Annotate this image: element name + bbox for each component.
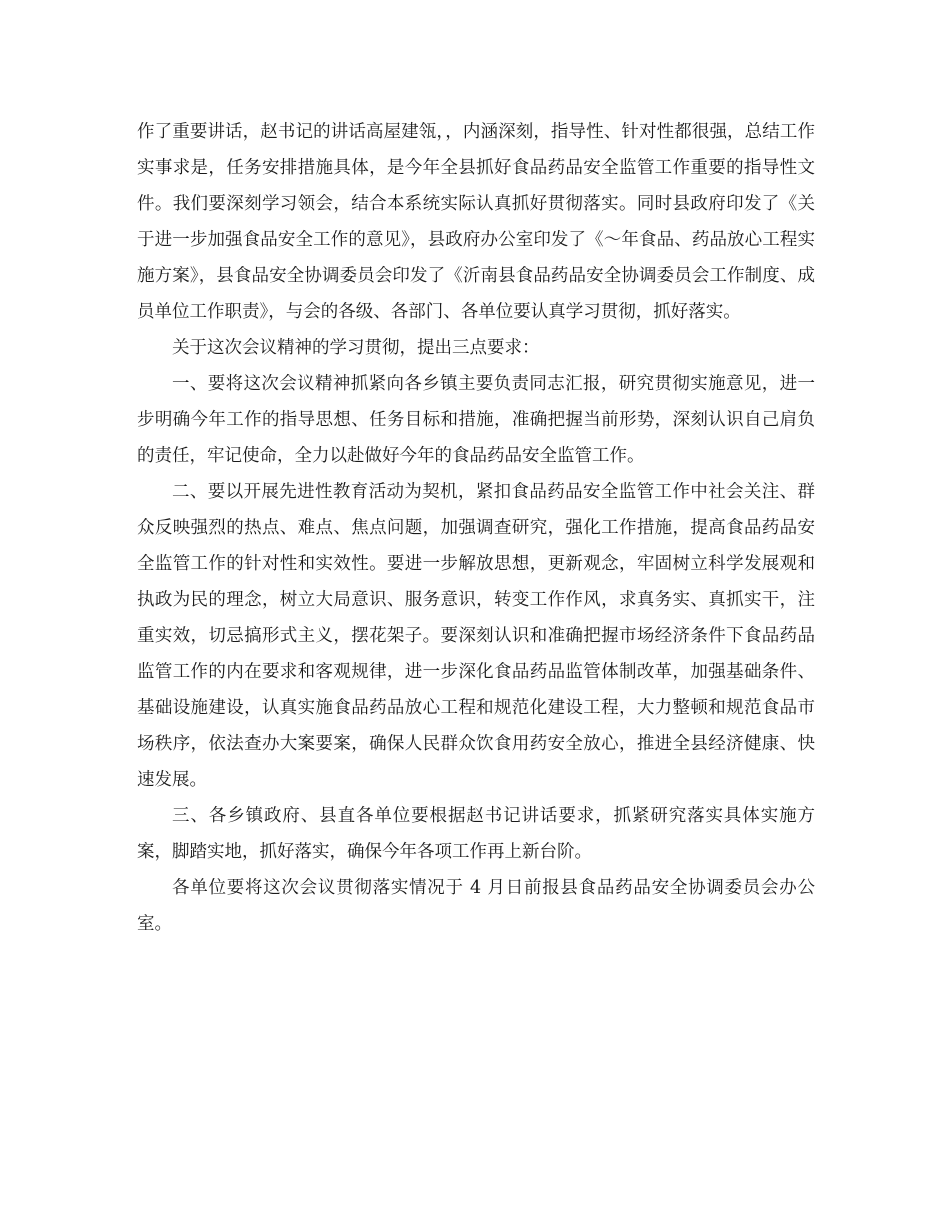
paragraph-continued: 作了重要讲话，赵书记的讲话高屋建瓴，，内涵深刻，指导性、针对性都很强，总结工作实事求是，任务安排措施具体，是今年全县抓好食品药品安全监管工作重要的指导性文件。我们要深刻学习领会，结合本系统实际认真抓好贯彻落实。同时县政府印发了《关于进一步加强食品安全工作的意见》，县政府办公室印发了《～年食品、药品放心工程实施方案》，县食品安全协调委员会印发了《沂南县食品药品安全协调委员会工作制度、成员单位工作职责》，与会的各级、各部门、各单位要认真学习贯彻，抓好落实。 [137, 122, 815, 322]
paragraph-requirements-intro: 关于这次会议精神的学习贯彻，提出三点要求： [172, 338, 540, 358]
paragraph-closing: 各单位要将这次会议贯彻落实情况于 4 月日前报县食品药品安全协调委员会办公室。 [137, 878, 815, 934]
document-body [137, 114, 815, 942]
paragraph-requirement-1: 一、要将这次会议精神抓紧向各乡镇主要负责同志汇报，研究贯彻实施意见，进一步明确今年工作的指导思想、任务目标和措施，准确把握当前形势，深刻认识自己肩负的责任，牢记使命，全力以赴做好今年的食品药品安全监管工作。 [137, 374, 815, 466]
paragraph-requirement-2: 二、要以开展先进性教育活动为契机，紧扣食品药品安全监管工作中社会关注、群众反映强烈的热点、难点、焦点问题，加强调查研究，强化工作措施，提高食品药品安全监管工作的针对性和实效性。要进一步解放思想，更新观念，牢固树立科学发展观和执政为民的理念，树立大局意识、服务意识，转变工作作风，求真务实、真抓实干，注重实效，切忌搞形式主义，摆花架子。要深刻认识和准确把握市场经济条件下食品药品监管工作的内在要求和客观规律，进一步深化食品药品监管体制改革，加强基础条件、基础设施建设，认真实施食品药品放心工程和规范化建设工程，大力整顿和规范食品市场秩序，依法查办大案要案，确保人民群众饮食用药安全放心，推进全县经济健康、快速发展。 [137, 482, 815, 790]
paragraph-requirement-3: 三、各乡镇政府、县直各单位要根据赵书记讲话要求，抓紧研究落实具体实施方案，脚踏实地，抓好落实，确保今年各项工作再上新台阶。 [137, 806, 815, 862]
